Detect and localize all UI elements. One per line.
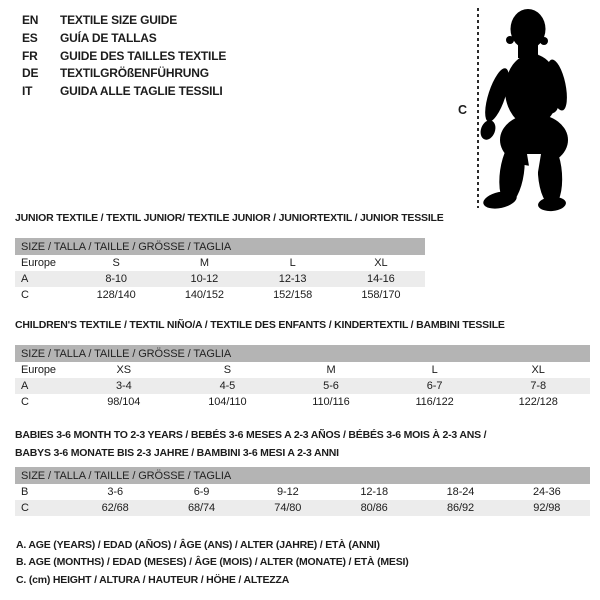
size-table-section xyxy=(15,318,590,410)
table-title-line: BABYS 3-6 MONATE BIS 2-3 JAHRE / BAMBINI 3-6 MESI A 2-3 ANNI xyxy=(15,447,339,459)
table-cell: 12-18 xyxy=(360,486,388,498)
height-measure-dashed-line xyxy=(477,8,479,208)
table-title-line: JUNIOR TEXTILE / TEXTIL JUNIOR/ TEXTILE JUNIOR / JUNIORTEXTIL / JUNIOR TESSILE xyxy=(15,212,444,224)
table-title xyxy=(15,426,590,462)
table-cell: 12-13 xyxy=(249,271,337,287)
table-cell: 6-7 xyxy=(383,378,487,394)
language-code: DE xyxy=(22,66,39,81)
table-cell: 158/170 xyxy=(361,289,401,301)
table-header-row xyxy=(15,345,590,362)
size-table-section xyxy=(15,211,444,303)
row-label: A xyxy=(15,271,72,287)
table-cell: 10-12 xyxy=(160,271,248,287)
language-row xyxy=(22,12,226,30)
table-cell: L xyxy=(431,364,438,376)
table-row xyxy=(15,484,590,500)
guide-title: GUÍA DE TALLAS xyxy=(60,30,157,45)
height-measure-label: C xyxy=(458,103,468,117)
row-label: Europe xyxy=(21,364,56,376)
table-header-row xyxy=(15,467,590,484)
language-row xyxy=(22,65,226,83)
table-cell: 68/74 xyxy=(158,500,244,516)
table-cell: 7-8 xyxy=(486,378,590,394)
table-cell: 24-36 xyxy=(533,486,561,498)
table-title-line: CHILDREN'S TEXTILE / TEXTIL NIÑO/A / TEXTILE DES ENFANTS / KINDERTEXTIL / BAMBINI TESSILE xyxy=(15,319,505,331)
table-cell: 14-16 xyxy=(337,271,425,287)
language-code: IT xyxy=(22,84,33,99)
baby-silhouette-icon xyxy=(480,4,600,216)
guide-title: TEXTILGRÖßENFÜHRUNG xyxy=(60,66,209,81)
table-header-band: SIZE / TALLA / TAILLE / GRÖSSE / TAGLIA xyxy=(15,345,590,362)
legend-note-c: C. (cm) HEIGHT / ALTURA / HAUTEUR / HÖHE / ALTEZZA xyxy=(16,573,290,586)
table-cell: 122/128 xyxy=(518,396,558,408)
table-row xyxy=(15,362,590,378)
table-cell: 6-9 xyxy=(193,486,210,498)
table-cell: 8-10 xyxy=(72,271,160,287)
table-row xyxy=(15,255,425,271)
table-row xyxy=(15,287,425,303)
table-cell: 86/92 xyxy=(417,500,503,516)
table-row xyxy=(15,271,425,287)
guide-title: TEXTILE SIZE GUIDE xyxy=(60,13,178,27)
table-cell: 98/104 xyxy=(107,396,141,408)
row-label: B xyxy=(21,486,29,498)
language-code: ES xyxy=(22,30,38,45)
table-row xyxy=(15,394,590,410)
table-cell: 140/152 xyxy=(184,289,224,301)
table-cell: 110/116 xyxy=(312,396,350,408)
row-label: C xyxy=(15,500,72,516)
table-cell: L xyxy=(289,257,296,269)
legend-note-a: A. AGE (YEARS) / EDAD (AÑOS) / ÂGE (ANS) / ALTER (JAHRE) / ETÀ (ANNI) xyxy=(16,539,380,551)
language-row xyxy=(22,48,226,66)
table-title xyxy=(15,211,444,225)
size-table xyxy=(15,467,590,516)
table-cell: S xyxy=(112,257,120,269)
table-cell: 3-4 xyxy=(72,378,176,394)
table-cell: 104/110 xyxy=(208,396,247,408)
legend-note-b: B. AGE (MONTHS) / EDAD (MESES) / ÂGE (MOIS) / ALTER (MONATE) / ETÀ (MESI) xyxy=(16,556,409,569)
table-header-band: SIZE / TALLA / TAILLE / GRÖSSE / TAGLIA xyxy=(15,467,590,484)
size-table xyxy=(15,238,425,303)
table-cell: 5-6 xyxy=(279,378,383,394)
table-cell: 62/68 xyxy=(72,500,158,516)
table-cell: 116/122 xyxy=(415,396,454,408)
language-code: FR xyxy=(22,48,38,63)
table-cell: XS xyxy=(116,364,132,376)
baby-figure xyxy=(450,0,600,220)
table-row xyxy=(15,500,590,516)
language-row xyxy=(22,30,226,48)
table-cell: 152/158 xyxy=(273,289,313,301)
size-table-section xyxy=(15,426,590,516)
table-header-band: SIZE / TALLA / TAILLE / GRÖSSE / TAGLIA xyxy=(15,238,425,255)
table-cell: 9-12 xyxy=(277,486,299,498)
table-cell: 92/98 xyxy=(504,500,590,516)
table-title-line: BABIES 3-6 MONTH TO 2-3 YEARS / BEBÉS 3-6 MESES A 2-3 AÑOS / BÉBÉS 3-6 MOIS À 2-3 ANS / xyxy=(15,429,487,441)
table-cell: 74/80 xyxy=(245,500,331,516)
table-row xyxy=(15,378,590,394)
table-cell: 4-5 xyxy=(176,378,280,394)
language-title-list xyxy=(22,12,226,101)
table-cell: XL xyxy=(531,364,545,376)
table-cell: 128/140 xyxy=(96,289,136,301)
table-cell: XL xyxy=(374,257,388,269)
table-title xyxy=(15,318,590,332)
row-label: A xyxy=(15,378,72,394)
table-cell: S xyxy=(223,364,232,376)
table-cell: 80/86 xyxy=(331,500,417,516)
table-header-row xyxy=(15,238,425,255)
table-cell: M xyxy=(326,364,336,376)
row-label: C xyxy=(21,396,29,408)
table-cell: M xyxy=(199,257,209,269)
guide-title: GUIDA ALLE TAGLIE TESSILI xyxy=(60,84,223,99)
legend-notes xyxy=(16,537,409,589)
table-cell: 18-24 xyxy=(446,486,475,498)
table-cell: 3-6 xyxy=(107,486,123,498)
guide-title: GUIDE DES TAILLES TEXTILE xyxy=(60,48,227,63)
language-code: EN xyxy=(22,13,39,27)
size-table xyxy=(15,345,590,410)
row-label: C xyxy=(21,289,29,301)
row-label: Europe xyxy=(21,257,56,269)
language-row xyxy=(22,83,226,101)
